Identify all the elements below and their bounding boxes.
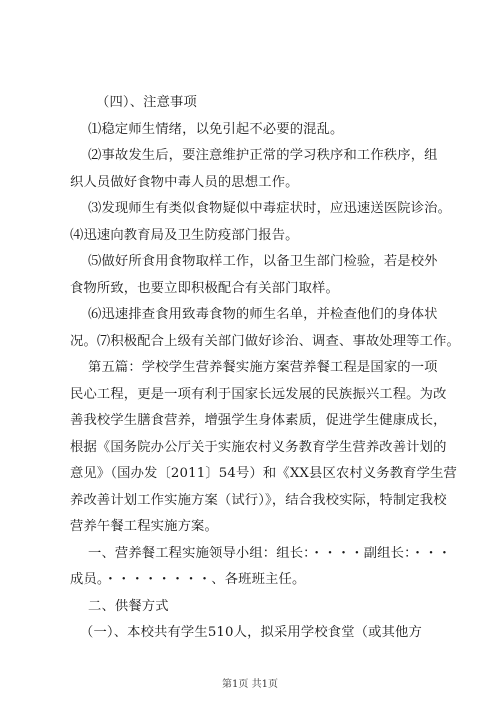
text-line: 民心工程，更是一项有利于国家长远发展的民族振兴工程。为改 [70, 386, 447, 402]
text-line: 营养午餐工程实施方案。 [70, 519, 218, 534]
text-line: 织人员做好食物中毒人员的思想工作。 [70, 174, 299, 190]
page-number-label: 第1页 共1页 [222, 679, 278, 690]
text-line: 食物所致，也要立即积极配合有关部门取样。 [70, 280, 339, 296]
text-line: 养改善计划工作实施方案（试行）》，结合我校实际，特制定我校 [70, 492, 447, 508]
text-line: 成员。・・・・・・・・、各班班主任。 [70, 572, 306, 587]
text-line: （一）、本校共有学生510人，拟采用学校食堂（或其他方 [80, 625, 422, 640]
text-line: ⑶发现师生有类似食物疑似中毒症状时，应迅速送医院诊治。 [88, 201, 452, 216]
text-line: ⑷迅速向教育局及卫生防疫部门报告。 [70, 227, 299, 243]
text-line: ⑴稳定师生情绪，以免引起不必要的混乱。 [88, 121, 344, 137]
page-footer [0, 675, 500, 690]
section-heading: （四）、注意事项 [96, 95, 197, 110]
text-line: ⑹迅速排查食用致毒食物的师生名单，并检查他们的身体状 [88, 307, 438, 322]
text-line: 根据《国务院办公厅关于实施农村义务教育学生营养改善计划的 [70, 439, 447, 455]
text-line: 况。⑺积极配合上级有关部门做好诊治、调查、事故处理等工作。 [70, 333, 460, 349]
section-heading: 二、供餐方式 [88, 598, 169, 614]
text-line: 善我校学生膳食营养，增强学生身体素质，促进学生健康成长， [70, 413, 447, 428]
text-line: ⑸做好所食用食物取样工作，以备卫生部门检验，若是校外 [88, 254, 438, 269]
document-body [70, 90, 460, 647]
text-line: 意见》（国办发〔2011〕54号）和《XX县区农村义务教育学生营 [70, 466, 457, 481]
text-line: 一、营养餐工程实施领导小组：组长：・・・・副组长：・・・ [88, 545, 452, 561]
text-line: 第五篇：学校学生营养餐实施方案营养餐工程是国家的一项 [88, 360, 438, 375]
text-line: ⑵事故发生后，要注意维护正常的学习秩序和工作秩序，组 [88, 148, 438, 163]
